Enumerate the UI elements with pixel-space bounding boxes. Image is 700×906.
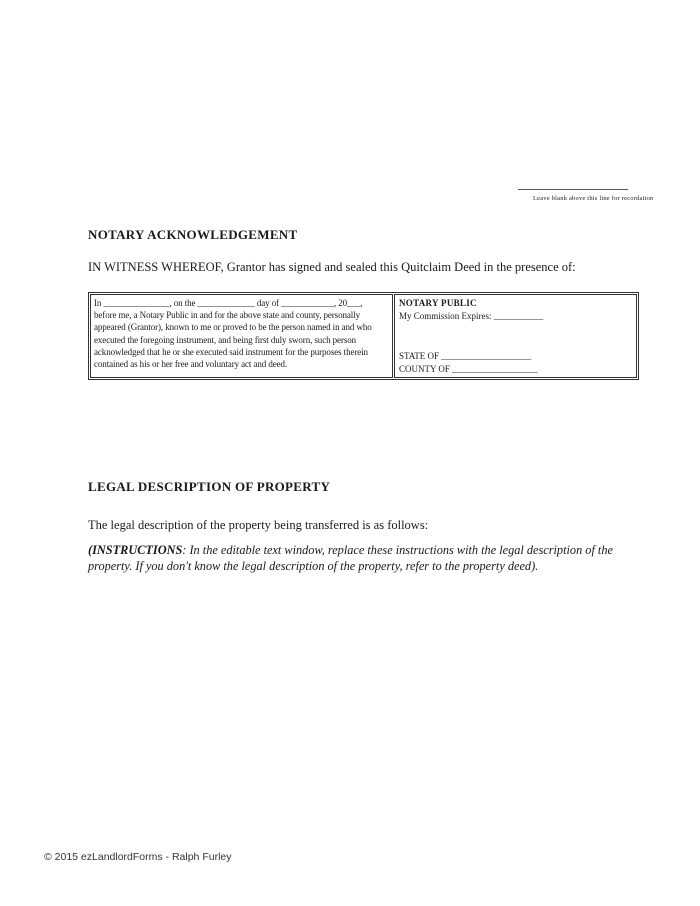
acknowledgement-line: appeared (Grantor), known to me or proved to be the person named in and who (94, 322, 372, 333)
notary-public-cell (394, 294, 637, 378)
legal-description-intro: The legal description of the property being transferred is as follows: (88, 518, 429, 532)
recordation-blank-line (518, 176, 628, 190)
acknowledgement-line: In _______________, on the _____________ day of ____________, 20___, (94, 298, 363, 308)
acknowledgement-line: acknowledged that he or she executed said instrument for the purposes therein (94, 346, 368, 357)
notary-acknowledgement-heading: NOTARY ACKNOWLEDGEMENT (88, 227, 298, 242)
acknowledgement-line: before me, a Notary Public in and for the above state and county, personally (94, 310, 360, 321)
acknowledgement-line: executed the foregoing instrument, and being first duly sworn, such person (94, 334, 357, 345)
legal-description-instructions[interactable] (88, 543, 660, 574)
acknowledgement-line: contained as his or her free and voluntary act and deed. (94, 359, 288, 370)
instructions-label: (INSTRUCTIONS (88, 543, 183, 557)
legal-description-heading: LEGAL DESCRIPTION OF PROPERTY (88, 479, 331, 494)
notary-acknowledgement-box (88, 292, 639, 380)
instructions-text: : In the editable text window, replace these instructions with the legal description of the property. If you don't know the legal description of the property, refer to the property deed). (88, 543, 613, 573)
witness-statement: IN WITNESS WHEREOF, Grantor has signed and sealed this Quitclaim Deed in the presence of: (88, 260, 576, 274)
state-county-fields (399, 350, 538, 375)
acknowledgement-text-cell (90, 294, 393, 378)
state-of-field: STATE OF ____________________ (399, 351, 532, 361)
notary-public-label: NOTARY PUBLIC (399, 298, 477, 308)
copyright-footer: © 2015 ezLandlordForms - Ralph Furley (44, 851, 232, 863)
county-of-field: COUNTY OF ___________________ (399, 363, 538, 374)
commission-expires-field: My Commission Expires: ___________ (399, 311, 544, 321)
recordation-caption: Leave blank above this line for recordation (533, 195, 654, 202)
